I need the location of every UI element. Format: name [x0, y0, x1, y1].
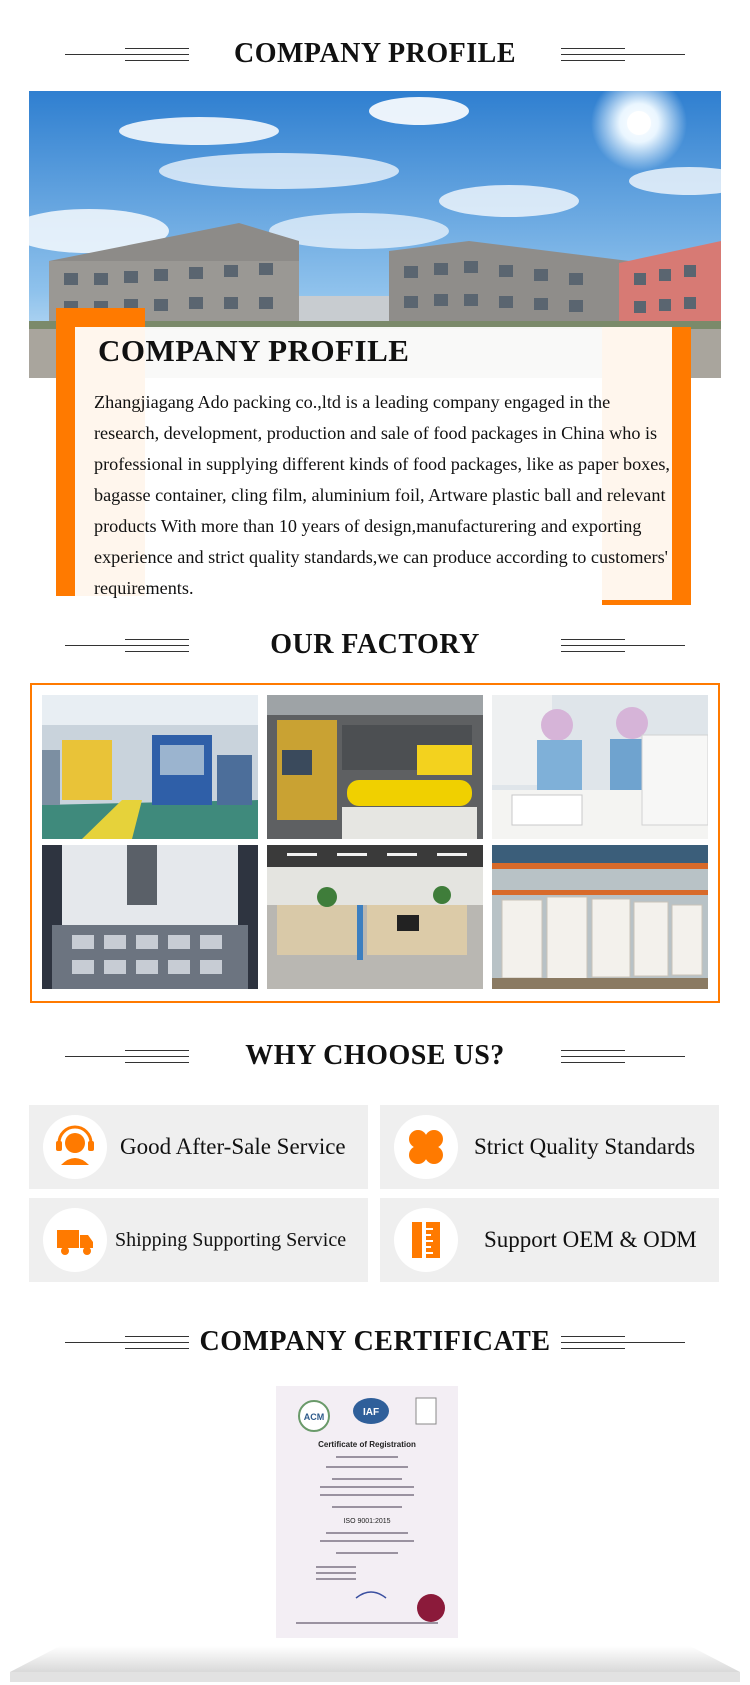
feature-after-sale [29, 1105, 368, 1189]
acm-logo: ACM [303, 1412, 325, 1422]
feature-shipping [29, 1198, 368, 1282]
factory-photo-workers [492, 695, 708, 839]
factory-photo-production-line [42, 695, 258, 839]
feature-quality [380, 1105, 719, 1189]
company-profile-header [0, 34, 750, 74]
why-choose-us-header [0, 1036, 750, 1076]
factory-photo-mold-machine [42, 845, 258, 989]
header-decoration-right [561, 625, 685, 665]
factory-photo-office [267, 845, 483, 989]
company-profile-card [75, 327, 672, 600]
ruler-icon [394, 1208, 458, 1272]
factory-photo-machinery [267, 695, 483, 839]
feature-label: Strict Quality Standards [474, 1134, 696, 1159]
certificate-standard: ISO 9001:2015 [343, 1518, 391, 1525]
feature-label: Good After-Sale Service [120, 1134, 346, 1159]
feature-label: Shipping Supporting Service [115, 1229, 347, 1251]
feature-oem-odm [380, 1198, 719, 1282]
truck-icon [43, 1208, 107, 1272]
section-title: COMPANY PROFILE [233, 38, 517, 69]
certificate-title: Certificate of Registration [318, 1440, 416, 1449]
headset-icon [43, 1115, 107, 1179]
bottom-shelf-decoration [0, 1646, 750, 1685]
company-description: Zhangjiagang Ado packing co.,ltd is a leading company engaged in the research, development, production and sale of food packages in China who is professional in supplying different kinds of food packages, like as paper boxes, bagasse container, cling film, aluminium foil, Artware plastic ball and relevant products With more than 10 years of design,manufacturering and exporting experience and strict quality standards,we can produce according to customers' requirements. [94, 392, 670, 598]
iso-certificate-image [276, 1386, 458, 1638]
section-title: OUR FACTORY [270, 629, 480, 660]
card-title: COMPANY PROFILE [98, 333, 410, 368]
quality-icon [394, 1115, 458, 1179]
factory-photo-warehouse [492, 845, 708, 989]
feature-label: Support OEM & ODM [484, 1227, 697, 1252]
iaf-logo: IAF [362, 1407, 380, 1418]
header-decoration-right [561, 1036, 685, 1076]
section-title: COMPANY CERTIFICATE [199, 1326, 551, 1357]
factory-gallery [30, 683, 720, 1003]
header-decoration-right [561, 1322, 685, 1362]
our-factory-header [0, 625, 750, 665]
company-certificate-header [0, 1322, 750, 1362]
section-title: WHY CHOOSE US? [245, 1040, 505, 1071]
header-decoration-right [561, 34, 685, 74]
